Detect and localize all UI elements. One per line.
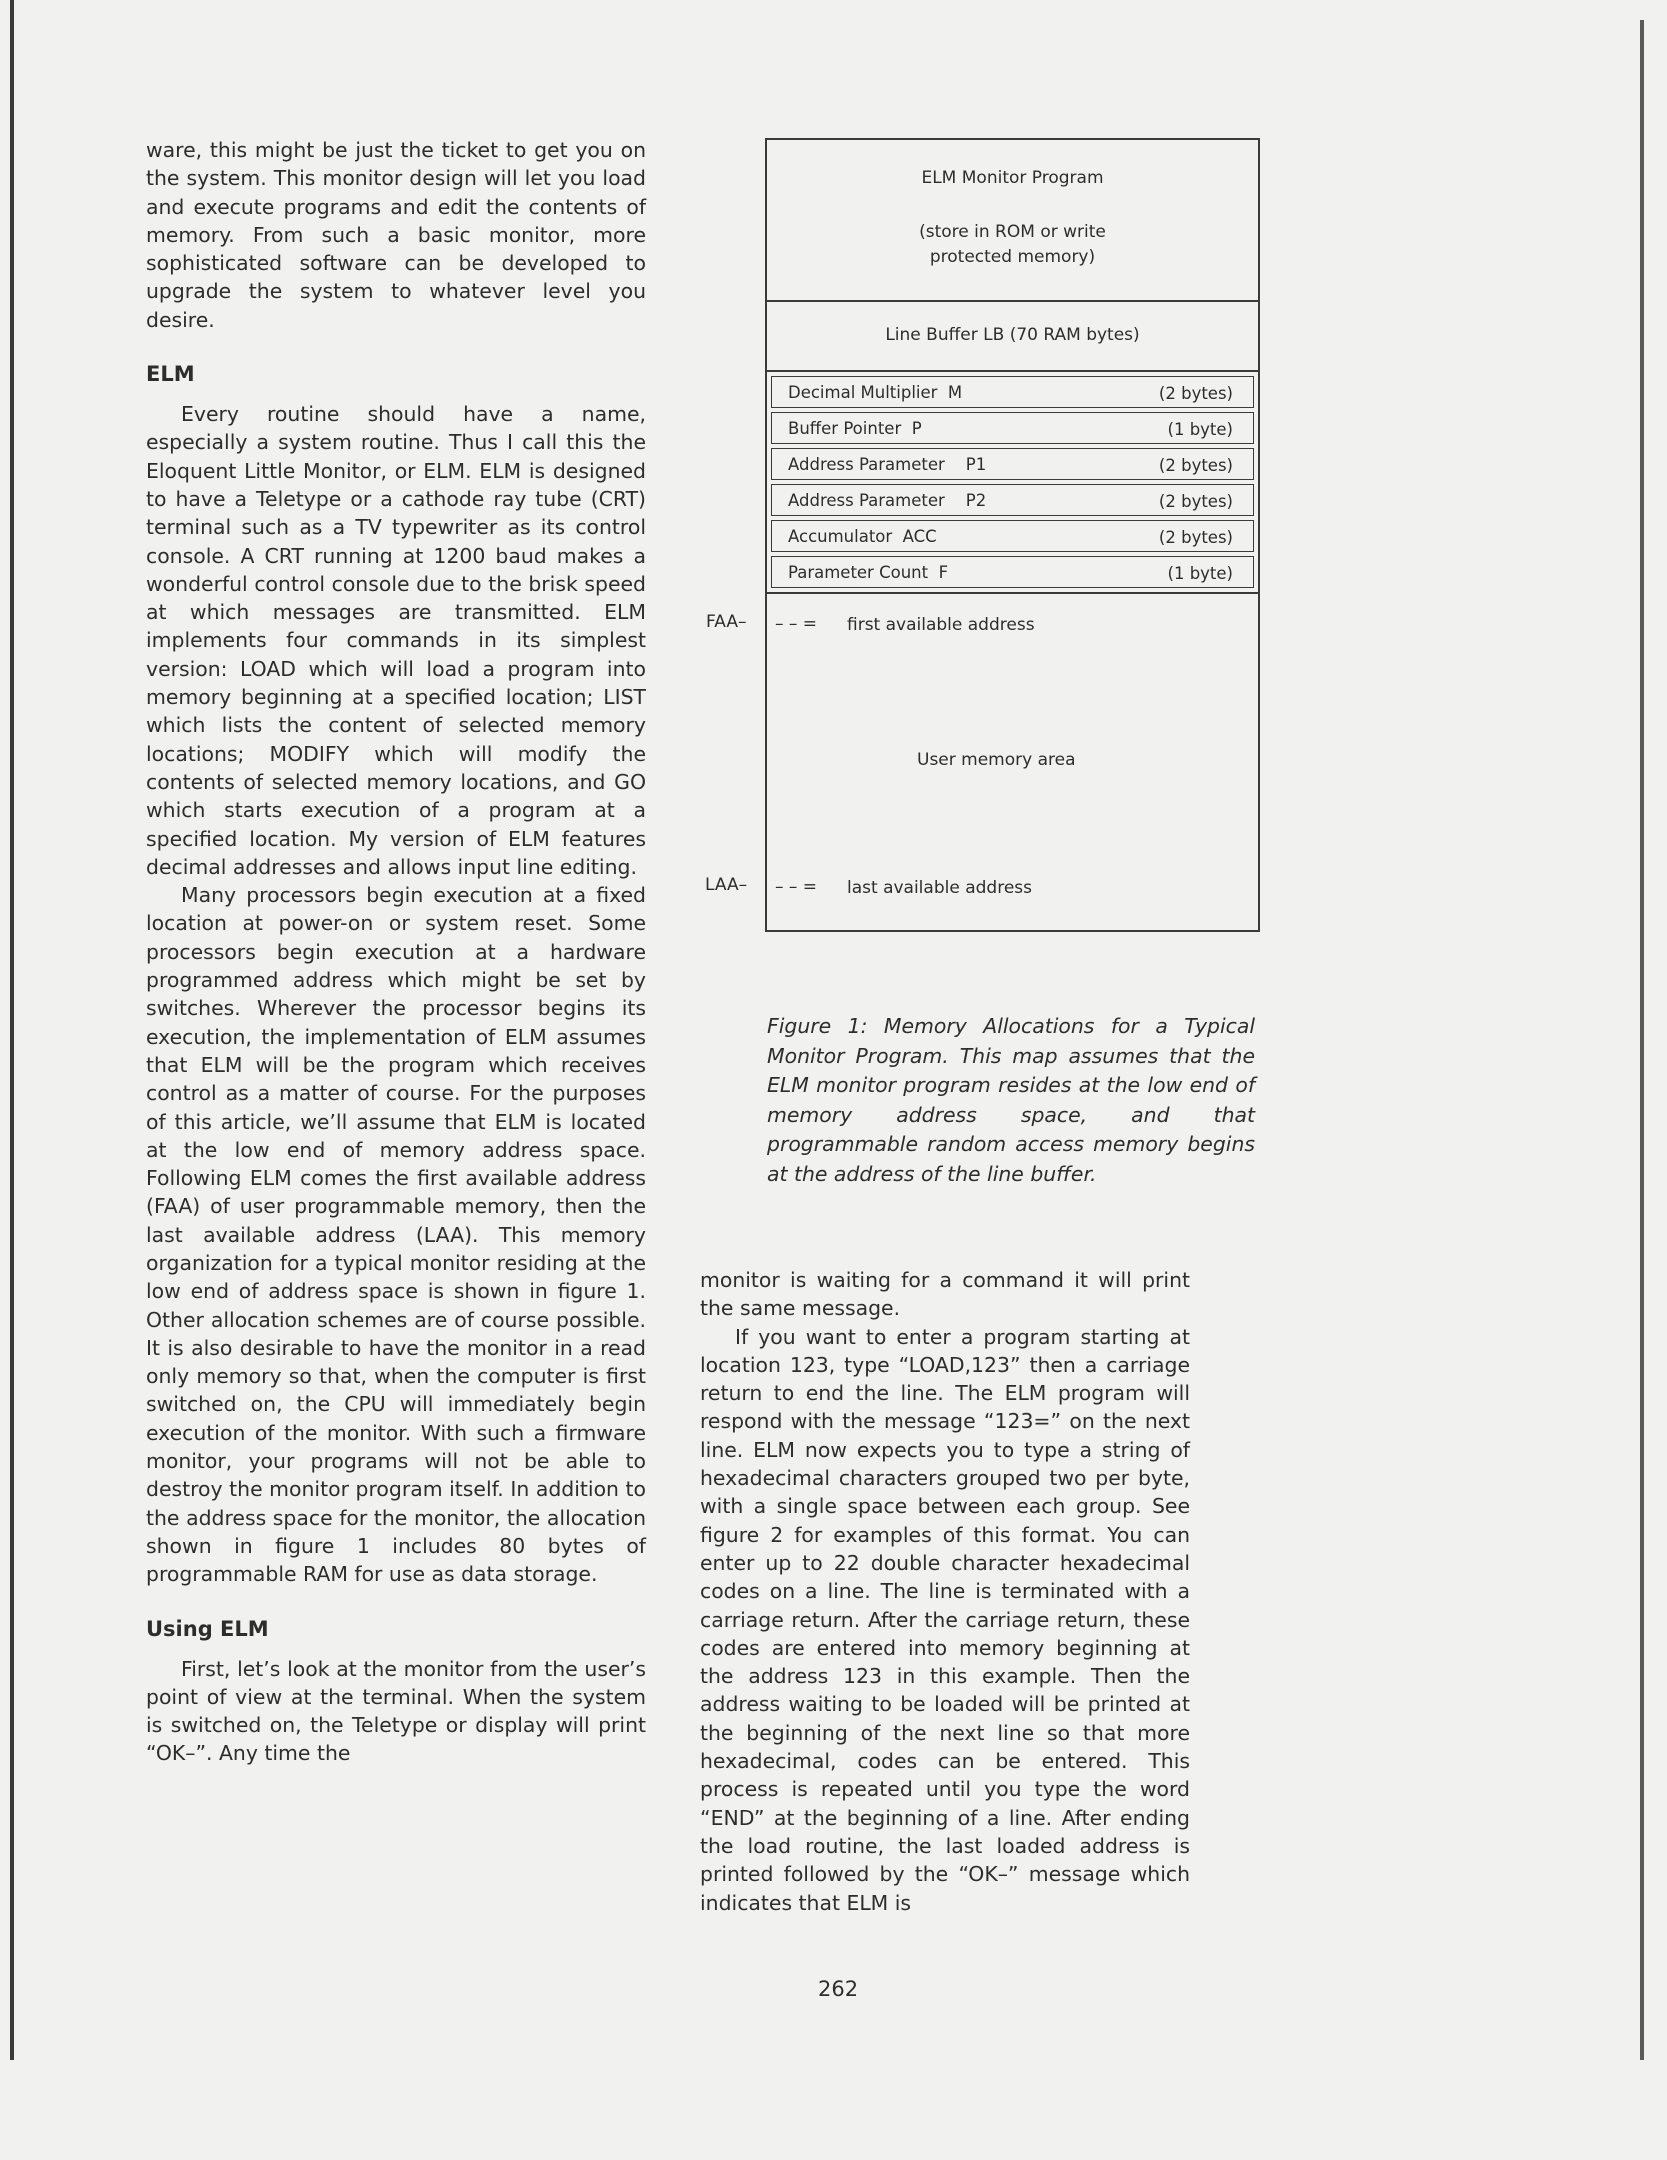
heading-using-elm: Using ELM <box>146 1616 269 1641</box>
variable-size: (1 byte) <box>1167 564 1233 583</box>
variable-size: (2 bytes) <box>1158 384 1233 403</box>
paragraph-elm-2: Many processors begin execution at a fixed location at power-on or system reset. Some processors begin execution at a hardware programmed address which might be set by switches. Wherever the processor begins its execution, the implementation of ELM assumes that ELM will be the program which receives control as a matter of course. For the purposes of this article, we’ll assume that ELM is located at the low end of memory address space. Following ELM comes the first available address (FAA) of user programmable memory, then the last available address (LAA). This memory organization for a typical monitor residing at the low end of address space is shown in figure 1. Other allocation schemes are of course possible. It is also desirable to have the monitor in a read only memory so that, when the computer is first switched on, the CPU will immediately begin execution of the monitor. With such a firmware monitor, your programs will not be able to destroy the monitor program itself. In addition to the address space for the monitor, the allocation shown in figure 1 includes 80 bytes of programmable RAM for use as data storage. <box>146 883 646 1587</box>
monitor-program-title: ELM Monitor Program <box>921 168 1104 188</box>
variable-size: (2 bytes) <box>1158 456 1233 475</box>
scan-edge-left <box>10 0 14 2060</box>
figure-caption: Figure 1: Memory Allocations for a Typical Monitor Program. This map assumes that the ELM monitor program resides at the low end of memory address space, and that programmable random access memory begins at the address of the line buffer. <box>767 1014 1255 1186</box>
variable-row <box>771 376 1254 408</box>
right-column <box>700 1266 1190 1917</box>
variable-size: (2 bytes) <box>1158 528 1233 547</box>
scan-edge-right <box>1640 20 1644 2060</box>
line-buffer-block <box>767 300 1258 372</box>
faa-label: FAA– <box>706 612 747 632</box>
line-buffer-label: Line Buffer LB (70 RAM bytes) <box>885 325 1140 345</box>
monitor-note-line-2: protected memory) <box>929 247 1096 267</box>
laa-label: LAA– <box>705 875 748 895</box>
heading-elm: ELM <box>146 362 195 387</box>
laa-description: last available address <box>847 878 1032 898</box>
variable-name: Decimal Multiplier M <box>788 383 963 402</box>
variable-name: Accumulator ACC <box>788 527 937 546</box>
variable-name: Buffer Pointer P <box>788 419 922 438</box>
variable-size: (1 byte) <box>1167 420 1233 439</box>
variable-name: Address Parameter P2 <box>788 491 987 510</box>
monitor-program-block <box>767 140 1258 302</box>
variable-row <box>771 448 1254 480</box>
figure-memory-map <box>765 138 1260 932</box>
user-memory-area-label: User memory area <box>917 750 1076 770</box>
variable-name: Parameter Count F <box>788 563 949 582</box>
user-area-top-rule <box>767 592 1258 594</box>
left-column <box>146 136 646 1768</box>
monitor-program-note <box>767 220 1258 270</box>
page-number: 262 <box>818 1977 859 2001</box>
faa-description: first available address <box>847 615 1035 635</box>
monitor-note-line-1: (store in ROM or write <box>919 222 1106 242</box>
faa-marker: – – = <box>775 614 818 634</box>
paragraph-load: If you want to enter a program starting at location 123, type “LOAD,123” then a carriage return to end the line. The ELM program will respond with the message “123=” on the next line. ELM now expects you to type a string of hexadecimal characters grouped two per byte, with a single space between each group. See figure 2 for examples of this format. You can enter up to 22 double character hexadecimal codes on a line. The line is terminated with a carriage return. After the carriage return, these codes are entered into memory beginning at the address 123 in this example. Then the address waiting to be loaded will be printed at the beginning of the next line so that more hexadecimal, codes can be entered. This process is repeated until you type the word “END” at the beginning of a line. After ending the load routine, the last loaded address is printed followed by the “OK–” message which indicates that ELM is <box>700 1324 1190 1915</box>
paragraph-elm-1: Every routine should have a name, especially a system routine. Thus I call this the Eloquent Little Monitor, or ELM. ELM is designed to have a Teletype or a cathode ray tube (CRT) terminal such as a TV typewriter as its control console. A CRT running at 1200 baud makes a wonderful control console due to the brisk speed at which messages are transmitted. ELM implements four commands in its simplest version: LOAD which will load a program into memory beginning at a specified location; LIST which lists the content of selected memory locations; MODIFY which will modify the contents of selected memory locations, and GO which starts execution of a program at a specified location. My version of ELM features decimal addresses and allows input line editing. <box>146 402 646 879</box>
variable-row <box>771 484 1254 516</box>
paragraph-continued: monitor is waiting for a command it will print the same message. <box>700 1268 1190 1321</box>
paragraph-intro: ware, this might be just the ticket to get you on the system. This monitor design will let you load and execute programs and edit the contents of memory. From such a basic monitor, more sophisticated software can be developed to upgrade the system to whatever level you desire. <box>146 138 646 332</box>
paragraph-using-1: First, let’s look at the monitor from the user’s point of view at the terminal. When the system is switched on, the Teletype or display will print “OK–”. Any time the <box>146 1656 646 1766</box>
variable-row <box>771 412 1254 444</box>
variable-row <box>771 520 1254 552</box>
laa-marker: – – = <box>775 877 818 897</box>
variable-name: Address Parameter P1 <box>788 455 987 474</box>
variable-row <box>771 556 1254 588</box>
variable-size: (2 bytes) <box>1158 492 1233 511</box>
